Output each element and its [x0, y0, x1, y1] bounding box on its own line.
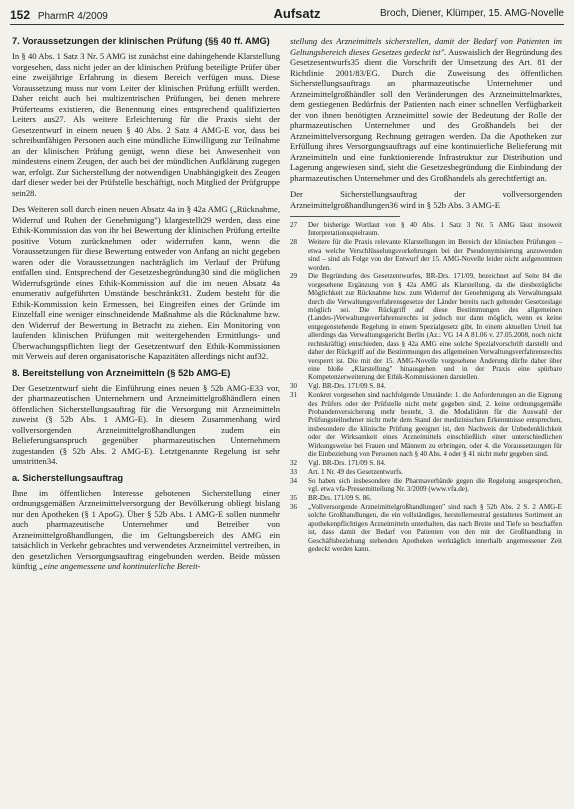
- journal-name: PharmR 4/2009: [37, 11, 108, 22]
- footnote-number: 36: [290, 502, 298, 511]
- footnote-text: So haben sich insbesondere die Pharmaverbände gegen die Regelung ausgesprochen, vgl. etwa vfa-Pressemitteilung Nr. 3/2009 (www.vfa.de).: [308, 476, 562, 494]
- footnote: [290, 468, 562, 476]
- footnote: [290, 382, 562, 390]
- footnote-number: 32: [290, 458, 298, 467]
- italic-quote: stellung des Arzneimittels sicherstellen, damit der Bedarf von Patienten im Geltungsbereich dieses Gesetzes gedeckt ist".: [290, 36, 562, 57]
- paragraph-text: Ihne im öffentlichen Interesse gebotenen Sicherstellung einer ordnungsgemäßen Arzneimittelversorgung der Bevölkerung obliegt bislang nur den Apotheken (§ 1 ApoG). Über § 52b Abs. 1 AMG-E sollen nunmehr auch pharmazeutische Unternehmer und Betreiber von Arzneimittelgroßhandlungen, die im Geltungsbereich des AMG ein tatsächlich in Verkehr gebrachtes und verwendetes Arzneimittel vertreiben, in den gesetzlichen Versorgungsauftrag eingebunden werden. Beide müssen künftig: [12, 487, 280, 571]
- paragraph: Der Gesetzentwurf sieht die Einführung eines neuen § 52b AMG-E33 vor, der pharmazeutischen Unternehmern und Arzneimittelgroßhändlern einen öffentlichen Sicherstellungsauftrag für die Versorgung mit Arzneimitteln zuweist (§ 52b Abs. 1 AMG-E). In diesem Zusammenhang wird vollversorgenden Arzneimittelgroßhandlungen zudem ein Belieferungsanspruch gegenüber pharmazeutischen Unternehmern zugestanden (§ 52b Abs. 2 AMG-E). Letztgenannte Regelung ist sehr umstritten34.: [12, 382, 280, 466]
- footnotes: [290, 221, 562, 553]
- footnote-number: 35: [290, 494, 298, 502]
- page-number: 152: [10, 8, 31, 22]
- footnote-text: Vgl. BR-Drs. 171/09 S. 84.: [308, 382, 386, 391]
- footnote-number: 27: [290, 221, 298, 229]
- right-column: [290, 36, 562, 554]
- footnote: [290, 494, 562, 502]
- page-header: [10, 6, 564, 24]
- footnote: [290, 477, 562, 494]
- paragraph: Des Weiteren soll durch einen neuen Absatz 4a in § 42a AMG („Rücknahme, Widerruf und Ruhen der Genehmigung") klargestellt29 werden, dass eine Ethik-Kommission das von ihr bei Bewertung der klinischen Prüfung erteilte positive Votum zurücknehmen oder widerrufen kann, wenn die Voraussetzungen für diese Bewertung entweder von Anfang an nicht gegeben waren oder die Voraussetzungen nachträglich im Verlauf der Prüfung entfallen sind. Entsprechend der Gesetzesbegründung30 sind die möglichen Widerrufsgründe eines Ethik-Kommission auf die im neuen Absatz 4a enumerativ aufgeführten Umstände beschränkt31. Zudem besteht für die Ethik-Kommission kein Ermessen, bei Eingreifen eines der Gründe im Einzelfall eine weniger einschneidende Maßnahme als die Rücknahme bzw. den Widerruf der Bewertung in Betracht zu ziehen. Ein Monitoring von laufenden klinischen Prüfungen mit weitergehenden Ermittlungs- und Überwachungspflichten liegt der Gesetzentwurf den Ethik-Kommissionen mit Verweis auf deren organisatorische Kapazitäten allerdings nicht auf32.: [12, 204, 280, 361]
- paragraph: Der Sicherstellungsauftrag der vollversorgenden Arzneimittelgroßhandlungen36 wird in § 52b Abs. 3 AMG-E: [290, 189, 562, 210]
- footnote-number: 31: [290, 391, 298, 400]
- footnote-text: „Vollversorgende Arzneimittelgroßhandlungen" sind nach § 52b Abs. 2 S. 2 AMG-E solche Großhandlungen, die ein vollständiges, herstellerneutral gestaltetes Sortiment an apothekenpflichtigen Arzneimitteln unterhalten, das nach Breite und Tiefe so beschaffen ist, dass damit der Bedarf von Patienten von den mit der Großhandlung in Geschäftsbeziehung stehenden Apotheken werktäglich innerhalb angemessener Zeit gedeckt werden kann.: [308, 502, 562, 553]
- footnote: [290, 503, 562, 553]
- footnote-number: 29: [290, 272, 298, 281]
- footnote-number: 33: [290, 467, 298, 476]
- section-label: Aufsatz: [273, 6, 321, 21]
- header-left: [10, 8, 108, 22]
- footnote-text: Vgl. BR-Drs. 171/09 S. 84.: [308, 458, 386, 467]
- italic-quote: „eine angemessene und kontinuierliche Bereit-: [38, 561, 201, 571]
- heading-subsection-a: a. Sicherstellungsauftrag: [12, 472, 124, 483]
- footnote: [290, 391, 562, 458]
- heading-section-8: 8. Bereitstellung von Arzneimitteln (§ 52b AMG-E): [12, 367, 231, 378]
- footnote-text: Art. 1 Nr. 49 des Gesetzentwurfs.: [308, 467, 403, 476]
- paragraph: [12, 488, 280, 572]
- footnote-text: Weitere für die Praxis relevante Klarstellungen im Bereich der klinischen Prüfungen – etwa welche Verschlüsselungsvorkehrungen bei der Pseudonymisierung anzuwenden sind – sind als Folge von der Entwurf der 15. AMG-Novelle leider nicht aufgenommen worden.: [308, 238, 562, 272]
- footnote: [290, 238, 562, 272]
- header-rule: [10, 24, 564, 25]
- footnote: [290, 221, 562, 238]
- footnote-number: 28: [290, 238, 298, 247]
- paragraph-text: Auswaislich der Begründung des Gesetzesentwurfs35 dient die Vorschrift der Umsetzung des Art. 81 der Richtlinie 2001/83/EG. Durch die Zuweisung des öffentlichen Sicherstellungsauftrags an pharmazeutische Unternehmer und Arzneimittelgroßhändler soll den Veränderungen des Arzneimittelmarktes, dem gestiegenen Bedürfnis der Patienten nach einer schnellen Verfügbarkeit der von ihnen benötigten Arzneimittel sowie der Bedeutung der Rolle der pharmazeutischen Unternehmer und des Großhandels bei der Arzneimittelversorgung Rechnung getragen werden. Da die Apotheken zur Erfüllung ihres Versorgungsauftrags auf eine kontinuierliche Belieferung mit Arzneimitteln und eine funktionierende Infrastruktur zur Distribution und Lagerung angewiesen sind, sieht die Gesetzesbegründung die Einbindung der pharmazeutischen Unternehmer und des Großhandels als gerechtfertigt an.: [290, 46, 562, 183]
- paragraph: [290, 36, 562, 183]
- footnote-rule: [290, 216, 400, 217]
- running-head-authors: Broch, Diener, Klümper, 15. AMG-Novelle: [380, 8, 564, 19]
- left-column: [12, 36, 280, 578]
- footnote-text: Konkret vorgesehen sind nachfolgende Umstände: 1. die Anforderungen an die Eignung des Prüfers oder der Prüfstelle nicht mehr gegeben sind, 2. keine ordnungsgemäße Probandenversicherung mehr besteht, 3. die Modalitäten für die Auswahl der Prüfungsteilnehmer nicht mehr dem Stand der medizinischen Erkenntnisse entsprechen, insbesondere die klinische Prüfung geeignet ist, den Nachweis der Unbedenklichkeit oder der Wirksamkeit eines Arzneimittels einschließlich einer unterschiedlichen Wirkungsweise bei Frauen und Männern zu erbringen, oder 4. die Voraussetzungen für die Einbeziehung von Personen nach § 40 Abs. 4 oder § 41 nicht mehr gegeben sind.: [308, 391, 562, 458]
- paragraph: In § 40 Abs. 1 Satz 3 Nr. 5 AMG ist zunächst eine dahingehende Klarstellung vorgesehen, dass nicht jeder an der klinischen Prüfung beteiligte Prüfer über eine zweijährige Erfahrung in diesem Bereich verfügen muss. Diese Voraussetzung muss nur vom Leiter der klinischen Prüfung erfüllt werden. Daher reicht auch bei multizentrischen Prüfungen, bei denen mehrere Prüferteams existieren, die Benennung eines entsprechend qualifizierten Leiters aus27. Als weitere Erleichterung für die Praxis sieht der Gesetzentwurf in einem neuen § 40 Abs. 2 Satz 4 AMG-E vor, dass bei schreibunfähigen Personen auch eine mündliche Einwilligung zur Teilnahme an der klinischen Prüfung genügt, wenn diese bei Anwesenheit von mindestens einem Zeugen, der auch bei der mündlichen Aufklärung zugegen war, erfolgt. Zur Sicherstellung der notwendigen Unabhängigkeit des Zeugen darf dieser weder bei der Prüfstelle beschäftigt, noch Mitglied der Prüfgruppe sein28.: [12, 51, 280, 198]
- heading-section-7: 7. Voraussetzungen der klinischen Prüfung (§§ 40 ff. AMG): [12, 36, 270, 46]
- footnote: [290, 272, 562, 381]
- footnote: [290, 459, 562, 467]
- footnote-number: 30: [290, 382, 298, 391]
- footnote-text: BR-Drs. 171/09 S. 86.: [308, 494, 372, 502]
- footnote-text: Die Begründung des Gesetzentwurfes, BR-Drs. 171/09, bezeichnet auf Seite 84 die vorgesehene Ergänzung von § 42a AMG als Klarstellung, da die diesbezügliche Möglichkeit zur Rücknahme bzw. zum Widerruf der Genehmigung als Verwaltungsakt durch die Verwaltungsverfahrensgesetze der Länder bereits nach geltender Gesetzeslage möglich sei. Die Rückgriff auf diese Bestimmungen des allgemeinen (Landes-)Verwaltungsverfahrensrechts ist jedoch nur dann möglich, wenn es keine entgegenstehende Regelung in einem Spezialgesetz gibt. In einem aktuellen Urteil hat allerdings das Verwaltungsgericht Berlin (Az.: VG 14 A 81.06 v. 27.05.2008, noch nicht rechtskräftig) entschieden, dass § 42a AMG eine solche Spezialvorschrift darstellt und daher der Rückgriff auf die Bestimmungen des allgemeinen Verwaltungsverfahrensrechts versperrt ist. Die mit der 15. AMG-Novelle vorgesehene Änderung dürfte daher über eine bloße „Klarstellung" hinausgehen und in der Praxis eine spürbare Kompetenzerweiterung der Ethik-Kommissionen darstellen.: [308, 272, 562, 382]
- footnote-number: 34: [290, 476, 298, 485]
- footnote-text: Der bisherige Wortlaut von § 40 Abs. 1 Satz 3 Nr. 5 AMG lässt insoweit Interpretationsspielraum.: [308, 221, 562, 238]
